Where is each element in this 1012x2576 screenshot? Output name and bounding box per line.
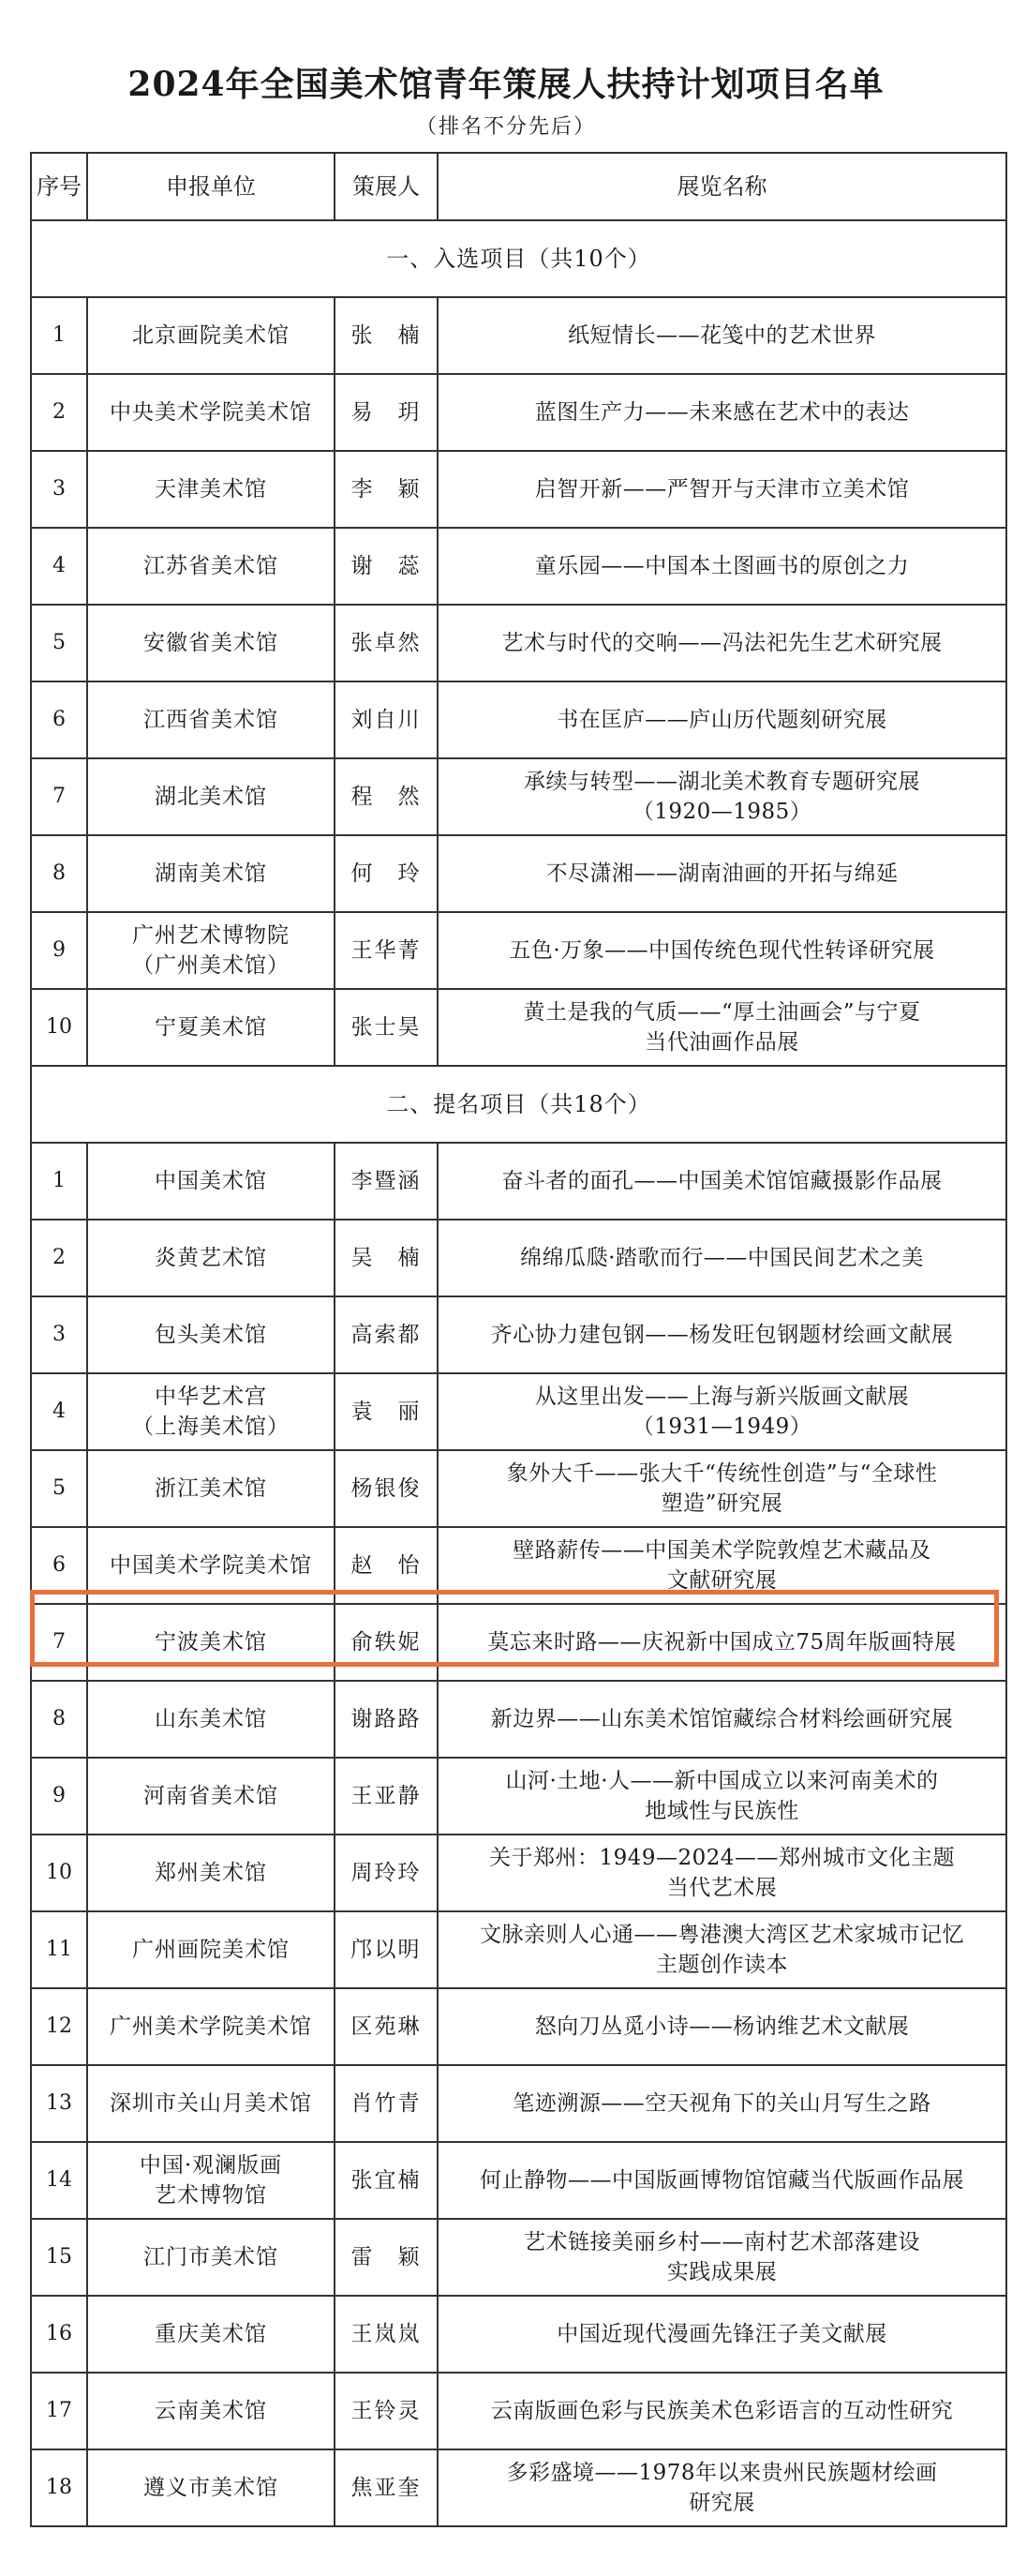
exhibition-title-line: 童乐园——中国本土图画书的原创之力 [534,554,910,578]
exhibition-title-line: 多彩盛境——1978年以来贵州民族题材绘画 [506,2461,938,2485]
project-list-table [30,152,1007,2527]
curator-name: 高索都 [335,1296,438,1373]
exhibition-title-line: 五色·万象——中国传统色现代性转译研究展 [509,938,935,963]
exhibition-title [438,681,1006,758]
applicant-unit-line: 广州画院美术馆 [132,1938,290,1962]
table-row [31,2142,1006,2219]
exhibition-title [438,605,1006,681]
exhibition-title-line: 新边界——山东美术馆馆藏综合材料绘画研究展 [490,1707,954,1731]
exhibition-title [438,835,1006,912]
exhibition-title-line: 怒向刀丛觅小诗——杨讷维艺术文献展 [534,2014,910,2039]
curator-name: 雷 颖 [335,2219,438,2296]
applicant-unit [87,2296,335,2373]
exhibition-title [438,1681,1006,1758]
applicant-unit-line: 云南美术馆 [155,2399,267,2423]
curator-name: 程 然 [335,758,438,835]
applicant-unit [87,1373,335,1450]
table-row [31,1450,1006,1527]
table-row [31,989,1006,1066]
exhibition-title-line: 不尽潇湘——湖南油画的开拓与绵延 [545,861,899,886]
exhibition-title-line: 艺术链接美丽乡村——南村艺术部落建设 [524,2230,920,2254]
applicant-unit [87,1296,335,1373]
row-number: 8 [31,835,87,912]
exhibition-title-line: 艺术与时代的交响——冯法祀先生艺术研究展 [501,631,943,655]
applicant-unit-line: 中国美术馆 [155,1169,267,1193]
exhibition-title-line: 奋斗者的面孔——中国美术馆馆藏摄影作品展 [501,1169,943,1193]
applicant-unit [87,1220,335,1296]
applicant-unit [87,374,335,451]
applicant-unit-line: 河南省美术馆 [143,1784,278,1808]
applicant-unit [87,835,335,912]
applicant-unit [87,1911,335,1988]
header-title: 展览名称 [438,153,1006,220]
exhibition-title-line: 山河·土地·人——新中国成立以来河南美术的 [505,1769,939,1793]
applicant-unit-line: 湖北美术馆 [155,785,267,809]
header-unit: 申报单位 [87,153,335,220]
table-row [31,374,1006,451]
table-body [31,153,1006,2526]
exhibition-title-line: 当代油画作品展 [645,1030,799,1055]
exhibition-title [438,297,1006,374]
curator-name: 王铃灵 [335,2373,438,2449]
applicant-unit-line: 天津美术馆 [155,477,267,502]
table-row [31,451,1006,528]
applicant-unit-line: 中国美术学院美术馆 [110,1553,312,1578]
applicant-unit [87,681,335,758]
exhibition-title [438,2065,1006,2142]
row-number: 3 [31,451,87,528]
curator-name: 焦亚奎 [335,2449,438,2526]
applicant-unit [87,528,335,605]
curator-name: 刘自川 [335,681,438,758]
exhibition-title [438,1758,1006,1835]
row-number: 4 [31,1373,87,1450]
applicant-unit [87,2219,335,2296]
row-number: 1 [31,297,87,374]
curator-name: 邝以明 [335,1911,438,1988]
exhibition-title-line: 何止静物——中国版画博物馆馆藏当代版画作品展 [480,2168,964,2193]
curator-name: 王华菁 [335,912,438,989]
applicant-unit-line: 江苏省美术馆 [143,554,278,578]
curator-name: 张卓然 [335,605,438,681]
table-row [31,1988,1006,2065]
exhibition-title [438,1296,1006,1373]
exhibition-title [438,2449,1006,2526]
exhibition-title [438,451,1006,528]
curator-name: 谢路路 [335,1681,438,1758]
curator-name: 张宜楠 [335,2142,438,2219]
curator-name: 张士昊 [335,989,438,1066]
row-number: 1 [31,1143,87,1220]
exhibition-title [438,1143,1006,1220]
row-number: 11 [31,1911,87,1988]
row-number: 10 [31,989,87,1066]
applicant-unit-line: 重庆美术馆 [155,2322,267,2346]
exhibition-title [438,528,1006,605]
table-row [31,681,1006,758]
exhibition-title [438,1604,1006,1681]
exhibition-title [438,2373,1006,2449]
applicant-unit-line: （广州美术馆） [132,953,290,978]
curator-name: 俞轶妮 [335,1604,438,1681]
exhibition-title [438,374,1006,451]
exhibition-title [438,2142,1006,2219]
row-number: 17 [31,2373,87,2449]
table-row [31,2373,1006,2449]
applicant-unit-line: 宁波美术馆 [155,1630,267,1655]
exhibition-title-line: 主题创作读本 [656,1953,788,1977]
row-number: 14 [31,2142,87,2219]
row-number: 5 [31,1450,87,1527]
applicant-unit [87,912,335,989]
table-row [31,1835,1006,1911]
applicant-unit [87,758,335,835]
row-number: 4 [31,528,87,605]
applicant-unit [87,2449,335,2526]
exhibition-title-line: 黄土是我的气质——“厚土油画会”与宁夏 [523,1000,921,1025]
table-row [31,2449,1006,2526]
applicant-unit-line: 中国·观澜版画 [139,2153,283,2178]
applicant-unit [87,605,335,681]
applicant-unit [87,1604,335,1681]
table-row [31,1220,1006,1296]
exhibition-title [438,2296,1006,2373]
applicant-unit [87,1988,335,2065]
exhibition-title [438,758,1006,835]
header-curator: 策展人 [335,153,438,220]
section-header-row [31,220,1006,297]
table-row [31,1527,1006,1604]
curator-name: 区苑琳 [335,1988,438,2065]
document-subtitle: （排名不分先后） [415,115,596,139]
row-number: 6 [31,681,87,758]
table-row [31,605,1006,681]
curator-name: 赵 怡 [335,1527,438,1604]
exhibition-title-line: 实践成果展 [666,2260,778,2284]
exhibition-title-line: 壁路薪传——中国美术学院敦煌艺术藏品及 [513,1538,931,1563]
applicant-unit [87,297,335,374]
table-row [31,1758,1006,1835]
exhibition-title-line: 齐心协力建包钢——杨发旺包钢题材绘画文献展 [490,1323,954,1347]
row-number: 16 [31,2296,87,2373]
exhibition-title [438,1527,1006,1604]
curator-name: 何 玲 [335,835,438,912]
table-row [31,758,1006,835]
applicant-unit [87,1681,335,1758]
applicant-unit-line: 湖南美术馆 [155,861,267,886]
applicant-unit [87,451,335,528]
curator-name: 李 颖 [335,451,438,528]
row-number: 3 [31,1296,87,1373]
applicant-unit [87,2142,335,2219]
exhibition-title [438,1988,1006,2065]
exhibition-title [438,2219,1006,2296]
exhibition-title-line: 研究展 [689,2491,755,2515]
table-row [31,297,1006,374]
exhibition-title [438,1220,1006,1296]
curator-name: 易 玥 [335,374,438,451]
row-number: 10 [31,1835,87,1911]
table-row [31,835,1006,912]
exhibition-title-line: 地域性与民族性 [645,1799,799,1823]
exhibition-title [438,912,1006,989]
applicant-unit [87,1450,335,1527]
applicant-unit-line: 广州美术学院美术馆 [110,2014,312,2039]
exhibition-title-line: （1931—1949） [632,1415,812,1439]
row-number: 12 [31,1988,87,2065]
applicant-unit-line: 浙江美术馆 [155,1476,267,1501]
applicant-unit [87,1835,335,1911]
applicant-unit [87,1527,335,1604]
table-header-row [31,153,1006,220]
exhibition-title-line: 云南版画色彩与民族美术色彩语言的互动性研究 [490,2399,954,2423]
row-number: 8 [31,1681,87,1758]
row-number: 15 [31,2219,87,2296]
applicant-unit [87,1758,335,1835]
applicant-unit-line: 山东美术馆 [155,1707,267,1731]
table-row [31,528,1006,605]
exhibition-title-line: 承续与转型——湖北美术教育专题研究展 [524,770,920,794]
applicant-unit-line: 艺术博物馆 [155,2183,267,2208]
table-row [31,1296,1006,1373]
exhibition-title-line: 纸短情长——花笺中的艺术世界 [568,323,876,348]
table-row [31,2296,1006,2373]
header-num: 序号 [31,153,87,220]
exhibition-title-line: 文脉亲则人心通——粤港澳大湾区艺术家城市记忆 [480,1923,964,1947]
table-row [31,2219,1006,2296]
exhibition-title [438,1373,1006,1450]
exhibition-title-line: 塑造”研究展 [661,1491,783,1516]
curator-name: 谢 蕊 [335,528,438,605]
curator-name: 周玲玲 [335,1835,438,1911]
table-row [31,1911,1006,1988]
curator-name: 李暨涵 [335,1143,438,1220]
applicant-unit-line: 郑州美术馆 [155,1861,267,1885]
table-row [31,1681,1006,1758]
curator-name: 王亚静 [335,1758,438,1835]
exhibition-title-line: 绵绵瓜瓞·踏歌而行——中国民间艺术之美 [520,1246,924,1270]
applicant-unit [87,989,335,1066]
applicant-unit-line: 深圳市关山月美术馆 [110,2091,312,2116]
exhibition-title-line: 关于郑州：1949—2024——郑州城市文化主题 [488,1846,956,1870]
curator-name: 王岚岚 [335,2296,438,2373]
row-number: 7 [31,758,87,835]
exhibition-title-line: 书在匡庐——庐山历代题刻研究展 [557,708,887,732]
row-number: 13 [31,2065,87,2142]
exhibition-title-line: 笔迹溯源——空天视角下的关山月写生之路 [513,2091,931,2116]
table-row [31,2065,1006,2142]
exhibition-title-line: 文献研究展 [666,1568,778,1593]
table-row [31,1143,1006,1220]
applicant-unit-line: 广州艺术博物院 [132,923,290,948]
exhibition-title-line: 莫忘来时路——庆祝新中国成立75周年版画特展 [487,1630,957,1655]
exhibition-title-line: 从这里出发——上海与新兴版画文献展 [534,1385,910,1409]
curator-name: 吴 楠 [335,1220,438,1296]
row-number: 7 [31,1604,87,1681]
applicant-unit-line: 中央美术学院美术馆 [110,400,312,425]
exhibition-title-line: 当代艺术展 [666,1876,778,1900]
curator-name: 袁 丽 [335,1373,438,1450]
row-number: 18 [31,2449,87,2526]
applicant-unit [87,1143,335,1220]
applicant-unit-line: 江西省美术馆 [143,708,278,732]
curator-name: 杨银俊 [335,1450,438,1527]
exhibition-title-line: 象外大千——张大千“传统性创造”与“全球性 [506,1461,938,1486]
applicant-unit [87,2065,335,2142]
section-header-row [31,1066,1006,1143]
section-title: 一、入选项目（共10个） [31,220,1006,297]
applicant-unit-line: 中华艺术宫 [155,1385,267,1409]
exhibition-title [438,989,1006,1066]
table-row [31,1604,1006,1681]
exhibition-title-line: 启智开新——严智开与天津市立美术馆 [534,477,910,502]
document-title: 2024年全国美术馆青年策展人扶持计划项目名单 [127,65,885,104]
applicant-unit [87,2373,335,2449]
row-number: 9 [31,912,87,989]
curator-name: 肖竹青 [335,2065,438,2142]
applicant-unit-line: 北京画院美术馆 [132,323,290,348]
applicant-unit-line: （上海美术馆） [132,1415,290,1439]
curator-name: 张 楠 [335,297,438,374]
exhibition-title-line: （1920—1985） [632,800,812,824]
applicant-unit-line: 江门市美术馆 [143,2245,278,2269]
exhibition-title-line: 中国近现代漫画先锋汪子美文献展 [557,2322,887,2346]
exhibition-title [438,1835,1006,1911]
table-row [31,1373,1006,1450]
exhibition-title [438,1450,1006,1527]
applicant-unit-line: 安徽省美术馆 [143,631,278,655]
row-number: 5 [31,605,87,681]
section-title: 二、提名项目（共18个） [31,1066,1006,1143]
row-number: 9 [31,1758,87,1835]
applicant-unit-line: 包头美术馆 [155,1323,267,1347]
row-number: 2 [31,1220,87,1296]
exhibition-title-line: 蓝图生产力——未来感在艺术中的表达 [534,400,910,425]
exhibition-title [438,1911,1006,1988]
applicant-unit-line: 宁夏美术馆 [155,1015,267,1040]
table-row [31,912,1006,989]
row-number: 2 [31,374,87,451]
row-number: 6 [31,1527,87,1604]
applicant-unit-line: 遵义市美术馆 [143,2476,278,2500]
applicant-unit-line: 炎黄艺术馆 [155,1246,267,1270]
